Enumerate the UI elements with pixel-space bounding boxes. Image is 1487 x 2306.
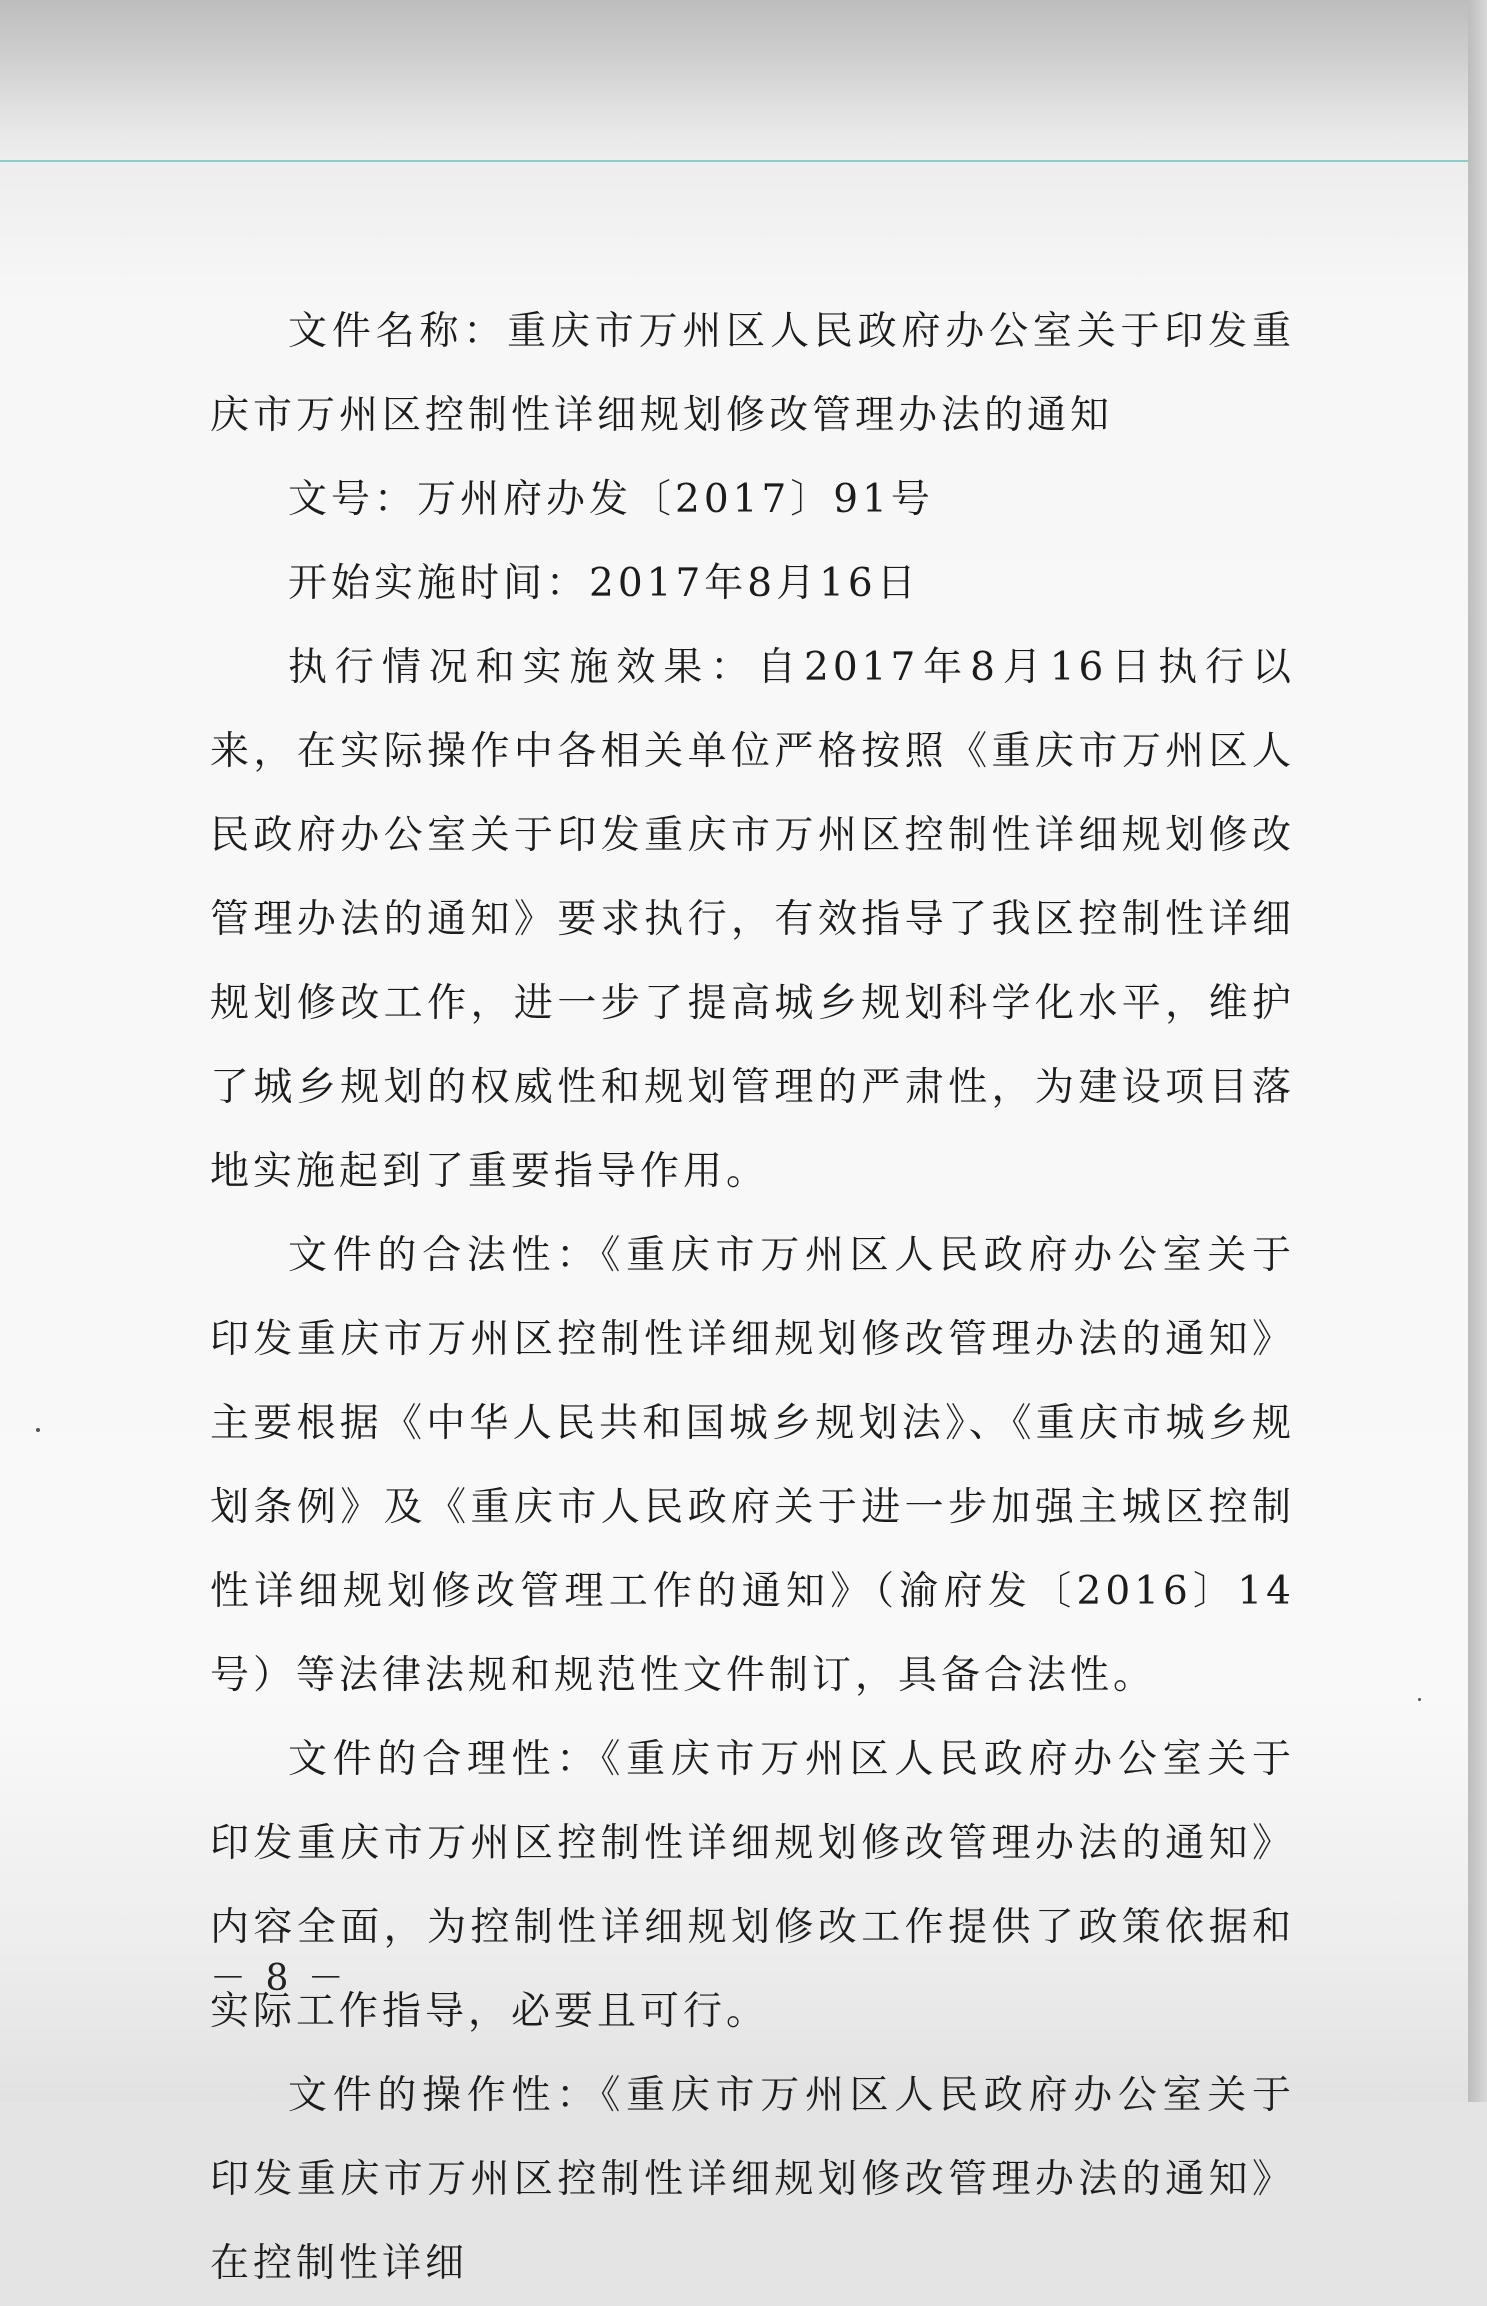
file-name-paragraph: 文件名称：重庆市万州区人民政府办公室关于印发重庆市万州区控制性详细规划修改管理办法的通知 xyxy=(210,309,1295,438)
scan-shadow-band xyxy=(0,0,1468,160)
implementation-paragraph: 执行情况和实施效果：自2017年8月16日执行以来，在实际操作中各相关单位严格按照《重庆市万州区人民政府办公室关于印发重庆市万州区控制性详细规划修改管理办法的通知》要求执行，有效指导了我区控制性详细规划修改工作，进一步了提高城乡规划科学化水平，维护了城乡规划的权威性和规划管理的严肃性，为建设项目落地实施起到了重要指导作用。 xyxy=(210,645,1295,1194)
document-body xyxy=(210,290,1295,2306)
scan-speck xyxy=(36,1428,40,1432)
scan-speck xyxy=(1418,1698,1421,1701)
doc-number-paragraph: 文号：万州府办发〔2017〕91号 xyxy=(288,477,934,522)
scanner-edge xyxy=(1468,0,1487,2102)
rationality-paragraph: 文件的合理性：《重庆市万州区人民政府办公室关于印发重庆市万州区控制性详细规划修改管理办法的通知》内容全面，为控制性详细规划修改工作提供了政策依据和实际工作指导，必要且可行。 xyxy=(210,1737,1295,2034)
legality-paragraph: 文件的合法性：《重庆市万州区人民政府办公室关于印发重庆市万州区控制性详细规划修改管理办法的通知》主要根据《中华人民共和国城乡规划法》、《重庆市城乡规划条例》及《重庆市人民政府关于进一步加强主城区控制性详细规划修改管理工作的通知》（渝府发〔2016〕14号）等法律法规和规范性文件制订，具备合法性。 xyxy=(210,1233,1295,1698)
page-number: － 8 － xyxy=(210,1958,348,1999)
header-rule-line xyxy=(0,160,1468,162)
operability-paragraph: 文件的操作性：《重庆市万州区人民政府办公室关于印发重庆市万州区控制性详细规划修改管理办法的通知》在控制性详细 xyxy=(210,2073,1295,2286)
effective-date-paragraph: 开始实施时间：2017年8月16日 xyxy=(288,561,920,606)
